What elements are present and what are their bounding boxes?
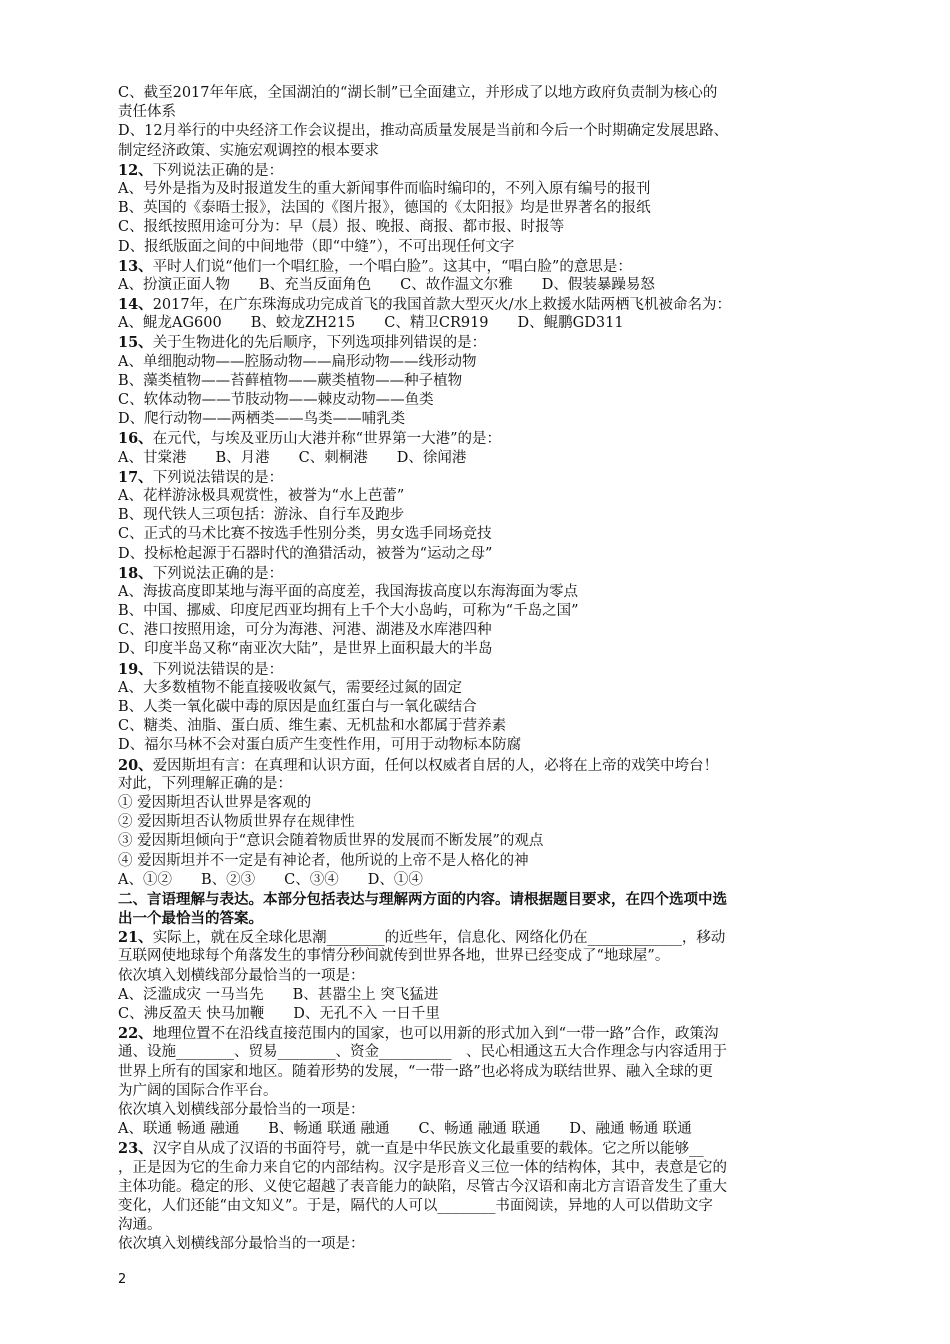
- text-line: A、海拔高度即某地与海平面的高度差，我国海拔高度以东海海面为零点: [118, 583, 578, 600]
- text-line: A、扮演正面人物 B、充当反面角色 C、故作温文尔雅 D、假装暴躁易怒: [118, 276, 655, 293]
- text-line: A、鲲龙AG600 B、蛟龙ZH215 C、精卫CR919 D、鲲鹏GD311: [118, 315, 624, 332]
- text-line: 互联网使地球每个角落发生的事情分秒间就传到世界各地，世界已经变成了“地球屋”。: [118, 948, 670, 965]
- question-number: 15、: [118, 334, 153, 352]
- text-line: A、大多数植物不能直接吸收氮气，需要经过氮的固定: [118, 679, 462, 696]
- text-line: 变化，人们还能“由文知义”。于是，隔代的人可以________书面阅读，异地的人可以借助文字: [118, 1197, 713, 1214]
- text-line: D、印度半岛又称“南亚次大陆”，是世界上面积最大的半岛: [118, 641, 493, 658]
- text-line: C、正式的马术比赛不按选手性别分类，男女选手同场竞技: [118, 526, 492, 543]
- text-line: 22、地理位置不在沿线直接范围内的国家，也可以用新的形式加入到“一带一路”合作，政策沟: [118, 1025, 719, 1043]
- text-line: ① 爱因斯坦否认世界是客观的: [118, 794, 312, 811]
- text-line: A、花样游泳极具观赏性，被誉为“水上芭蕾”: [118, 487, 405, 504]
- question-number: 19、: [118, 660, 153, 678]
- text-line: D、福尔马林不会对蛋白质产生变性作用，可用于动物标本防腐: [118, 737, 522, 754]
- question-number: 14、: [118, 296, 153, 314]
- question-number: 21、: [118, 929, 153, 947]
- text-line: 13、平时人们说“他们一个唱红脸，一个唱白脸”。这其中，“唱白脸”的意思是：: [118, 257, 632, 275]
- text-line: 23、汉字自从成了汉语的书面符号，就一直是中华民族文化最重要的载体。它之所以能够__: [118, 1140, 704, 1158]
- text-line: A、①② B、②③ C、③④ D、①④: [118, 871, 423, 888]
- text-line: C、报纸按照用途可分为：早（晨）报、晚报、商报、都市报、时报等: [118, 219, 565, 236]
- text-line: 18、下列说法正确的是：: [118, 564, 284, 582]
- text-line: 依次填入划横线部分最恰当的一项是：: [118, 1101, 365, 1118]
- text-line: 沟通。: [118, 1217, 162, 1234]
- text-line: C、沸反盈天 快马加鞭 D、无孔不入 一日千里: [118, 1006, 440, 1022]
- text-line: 对此，下列理解正确的是：: [118, 775, 292, 792]
- text-line: 17、下列说法错误的是：: [118, 468, 284, 486]
- text-line: C、截至2017年年底，全国湖泊的“湖长制”已全面建立，并形成了以地方政府负责制为核心的: [118, 85, 718, 101]
- text-line: 依次填入划横线部分最恰当的一项是：: [118, 1236, 365, 1253]
- question-number: 20、: [118, 756, 153, 774]
- text-line: ② 爱因斯坦否认物质世界存在规律性: [118, 814, 355, 831]
- text-line: A、号外是指为及时报道发生的重大新闻事件而临时编印的，不列入原有编号的报刊: [118, 180, 651, 197]
- text-line: B、中国、挪威、印度尼西亚均拥有上千个大小岛屿，可称为“千岛之国”: [118, 603, 579, 620]
- text-line: 通、设施________、贸易________、资金__________ 、民心相通这五大合作理念与内容适用于: [118, 1044, 727, 1061]
- text-line: D、报纸版面之间的中间地带（即“中缝”），不可出现任何文字: [118, 238, 515, 255]
- question-number: 13、: [118, 257, 153, 275]
- text-line: 出一个最恰当的答案。: [118, 910, 263, 928]
- text-line: 14、2017年，在广东珠海成功完成首飞的我国首款大型灭火/水上救援水陆两栖飞机被命名为：: [118, 296, 731, 314]
- text-line: 主体功能。稳定的形、义使它超越了表音能力的缺陷，尽管古今汉语和南北方言语音发生了重大: [118, 1178, 727, 1195]
- page-number: 2: [118, 1272, 127, 1287]
- text-line: 依次填入划横线部分最恰当的一项是：: [118, 967, 365, 984]
- text-line: B、人类一氧化碳中毒的原因是血红蛋白与一氧化碳结合: [118, 699, 477, 715]
- text-line: 12、下列说法正确的是：: [118, 161, 284, 179]
- text-line: 责任体系: [118, 104, 176, 121]
- text-line: ③ 爱因斯坦倾向于“意识会随着物质世界的发展而不断发展”的观点: [118, 833, 544, 850]
- text-line: B、英国的《泰晤士报》，法国的《图片报》，德国的《太阳报》均是世界著名的报纸: [118, 200, 651, 217]
- text-line: 为广阔的国际合作平台。: [118, 1082, 278, 1099]
- text-line: 世界上所有的国家和地区。随着形势的发展，“一带一路”也必将成为联结世界、融入全球的更: [118, 1063, 713, 1080]
- text-line: A、泛滥成灾 一马当先 B、甚嚣尘上 突飞猛进: [118, 986, 439, 1003]
- question-number: 23、: [118, 1140, 153, 1158]
- text-line: B、藻类植物——苔藓植物——蕨类植物——种子植物: [118, 372, 463, 389]
- text-line: 16、在元代，与埃及亚历山大港并称“世界第一大港”的是：: [118, 430, 502, 448]
- text-line: A、甘棠港 B、月港 C、刺桐港 D、徐闻港: [118, 449, 467, 466]
- text-line: 二、言语理解与表达。本部分包括表达与理解两方面的内容。请根据题目要求，在四个选项中选: [118, 890, 727, 908]
- text-line: C、软体动物——节肢动物——棘皮动物——鱼类: [118, 392, 434, 408]
- text-line: 19、下列说法错误的是：: [118, 660, 284, 678]
- text-line: ④ 爱因斯坦并不一定是有神论者，他所说的上帝不是人格化的神: [118, 852, 529, 869]
- text-line: A、单细胞动物——腔肠动物——扁形动物——线形动物: [118, 353, 477, 370]
- text-line: C、港口按照用途，可分为海港、河港、湖港及水库港四种: [118, 622, 492, 639]
- text-line: D、12月举行的中央经济工作会议提出，推动高质量发展是当前和今后一个时期确定发展思路、: [118, 123, 729, 140]
- question-number: 18、: [118, 564, 153, 582]
- question-number: 16、: [118, 430, 153, 448]
- text-line: 20、爱因斯坦有言：在真理和认识方面，任何以权威者自居的人，必将在上帝的戏笑中垮台！: [118, 756, 719, 774]
- text-line: D、爬行动物——两栖类——鸟类——哺乳类: [118, 411, 406, 428]
- question-number: 22、: [118, 1025, 153, 1043]
- text-line: 21、实际上，就在反全球化思潮________的近些年，信息化、网络化仍在_____________，移动: [118, 929, 726, 947]
- question-number: 12、: [118, 161, 153, 179]
- text-line: ，正是因为它的生命力来自它的内部结构。汉字是形音义三位一体的结构体，其中，表意是它的: [118, 1159, 727, 1176]
- question-number: 17、: [118, 468, 153, 486]
- text-line: 15、关于生物进化的先后顺序，下列选项排列错误的是：: [118, 334, 487, 352]
- page-content: [118, 84, 833, 1254]
- text-line: C、糖类、油脂、蛋白质、维生素、无机盐和水都属于营养素: [118, 718, 507, 735]
- text-line: D、投标枪起源于石器时代的渔猎活动，被誉为“运动之母”: [118, 545, 493, 562]
- text-line: 制定经济政策、实施宏观调控的根本要求: [118, 142, 379, 159]
- text-line: B、现代铁人三项包括：游泳、自行车及跑步: [118, 507, 405, 524]
- text-line: A、联通 畅通 融通 B、畅通 联通 融通 C、畅通 融通 联通 D、融通 畅通 联通: [118, 1121, 692, 1138]
